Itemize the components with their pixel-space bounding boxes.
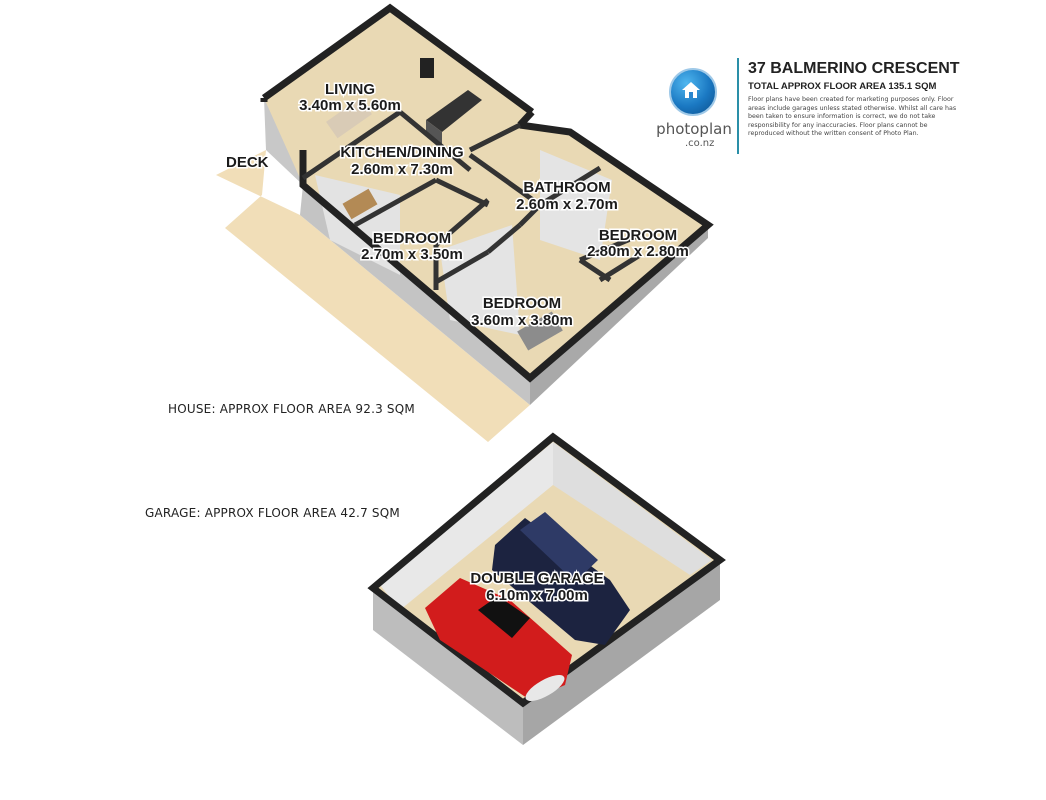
- house-globe-icon: [681, 80, 701, 100]
- house-area-label: HOUSE: APPROX FLOOR AREA 92.3 SQM: [168, 402, 415, 416]
- header-divider: [737, 58, 739, 154]
- property-address: 37 BALMERINO CRESCENT: [748, 60, 960, 77]
- title-block: [748, 60, 973, 139]
- room-name-double-garage: DOUBLE GARAGE: [470, 570, 604, 587]
- tv: [420, 58, 434, 78]
- garage-area-label: GARAGE: APPROX FLOOR AREA 42.7 SQM: [145, 506, 400, 520]
- logo-wordmark: photoplan: [656, 120, 732, 138]
- photoplan-logo: [655, 58, 745, 158]
- logo-domain: .co.nz: [685, 138, 715, 149]
- room-size-kitchen-dining: 2.60m x 7.30m: [351, 161, 453, 178]
- room-size-bedroom-3: 3.60m x 3.80m: [471, 312, 573, 329]
- disclaimer-text: Floor plans have been created for marketing purposes only. Floor areas include garages unless stated otherwise. Whilst all care has been taken to ensure information is correct, we do not take responsibility for any inaccuracies. Floor plans cannot be reproduced without the written consent of Photo Plan.: [748, 96, 957, 138]
- room-name-bathroom: BATHROOM: [523, 179, 611, 196]
- room-name-bedroom-2: BEDROOM: [598, 227, 678, 244]
- total-floor-area: TOTAL APPROX FLOOR AREA 135.1 SQM: [748, 81, 937, 92]
- room-name-kitchen-dining: KITCHEN/DINING: [340, 144, 464, 161]
- room-name-bedroom-3: BEDROOM: [482, 295, 562, 312]
- room-name-bedroom-1: BEDROOM: [372, 230, 452, 247]
- deck-label: DECK: [226, 154, 269, 171]
- room-size-bedroom-2: 2.80m x 2.80m: [587, 243, 689, 260]
- room-size-bedroom-1: 2.70m x 3.50m: [361, 246, 463, 263]
- room-size-living: 3.40m x 5.60m: [299, 97, 401, 114]
- room-size-bathroom: 2.60m x 2.70m: [516, 196, 618, 213]
- room-size-double-garage: 6.10m x 7.00m: [486, 587, 588, 604]
- room-name-living: LIVING: [324, 81, 376, 98]
